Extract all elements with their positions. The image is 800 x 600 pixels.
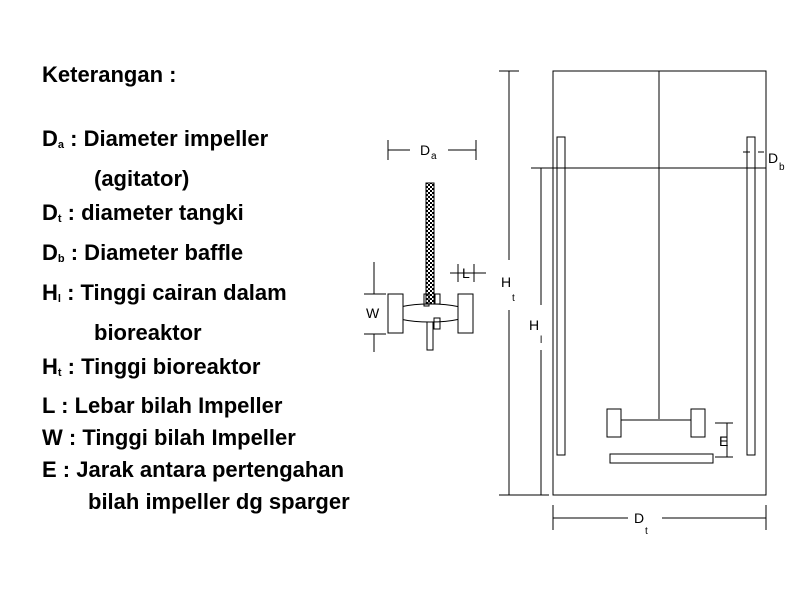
svg-text:H: H (529, 317, 540, 333)
svg-text:D: D (768, 150, 779, 166)
e-label: E (719, 433, 729, 449)
ht-label (501, 274, 515, 304)
tank (499, 71, 766, 530)
svg-text:H: H (501, 274, 512, 290)
svg-text:b: b (779, 162, 785, 173)
legend-heading: Keterangan : (42, 62, 177, 87)
w-label: W (366, 305, 380, 321)
svg-text:D: D (420, 142, 431, 158)
svg-text:D: D (634, 510, 645, 526)
legend-item-dt: $D_t$ : diameter tangki (42, 200, 244, 225)
impeller-shaft (426, 183, 434, 305)
hl-label (529, 317, 542, 346)
legend-item-e: E : Jarak antara pertengahan (42, 457, 345, 482)
dt-label (634, 510, 648, 537)
legend-item-ht: $H_t$ : Tinggi bioreaktor (42, 354, 261, 379)
legend-item-hl-cont: bioreaktor (94, 320, 202, 345)
impeller-detail (364, 140, 486, 352)
baffle-left (557, 137, 565, 455)
legend-item-hl: $H_l$ : Tinggi cairan dalam (42, 280, 287, 305)
legend-item-da: $D_a$ : Diameter impeller (42, 126, 269, 151)
legend-item-w: W : Tinggi bilah Impeller (42, 425, 296, 450)
tank-impeller-blade-right (691, 409, 705, 437)
svg-text:a: a (431, 151, 437, 162)
hub-right (435, 294, 440, 304)
legend-item-l: L : Lebar bilah Impeller (42, 393, 283, 418)
svg-text:t: t (512, 293, 515, 304)
db-label (768, 150, 785, 173)
svg-text:t: t (645, 526, 648, 537)
sparger (610, 454, 713, 463)
l-label: L (462, 265, 470, 281)
baffle-right (747, 137, 755, 455)
impeller-blade-right (458, 294, 473, 333)
impeller-blade-left (388, 294, 403, 333)
da-label (420, 142, 437, 162)
svg-text:l: l (540, 335, 543, 346)
legend-item-db: $D_b$ : Diameter baffle (42, 240, 244, 265)
tank-impeller-blade-left (607, 409, 621, 437)
legend-item-da-cont: (agitator) (94, 166, 190, 191)
legend-item-e-cont: bilah impeller dg sparger (88, 489, 350, 514)
